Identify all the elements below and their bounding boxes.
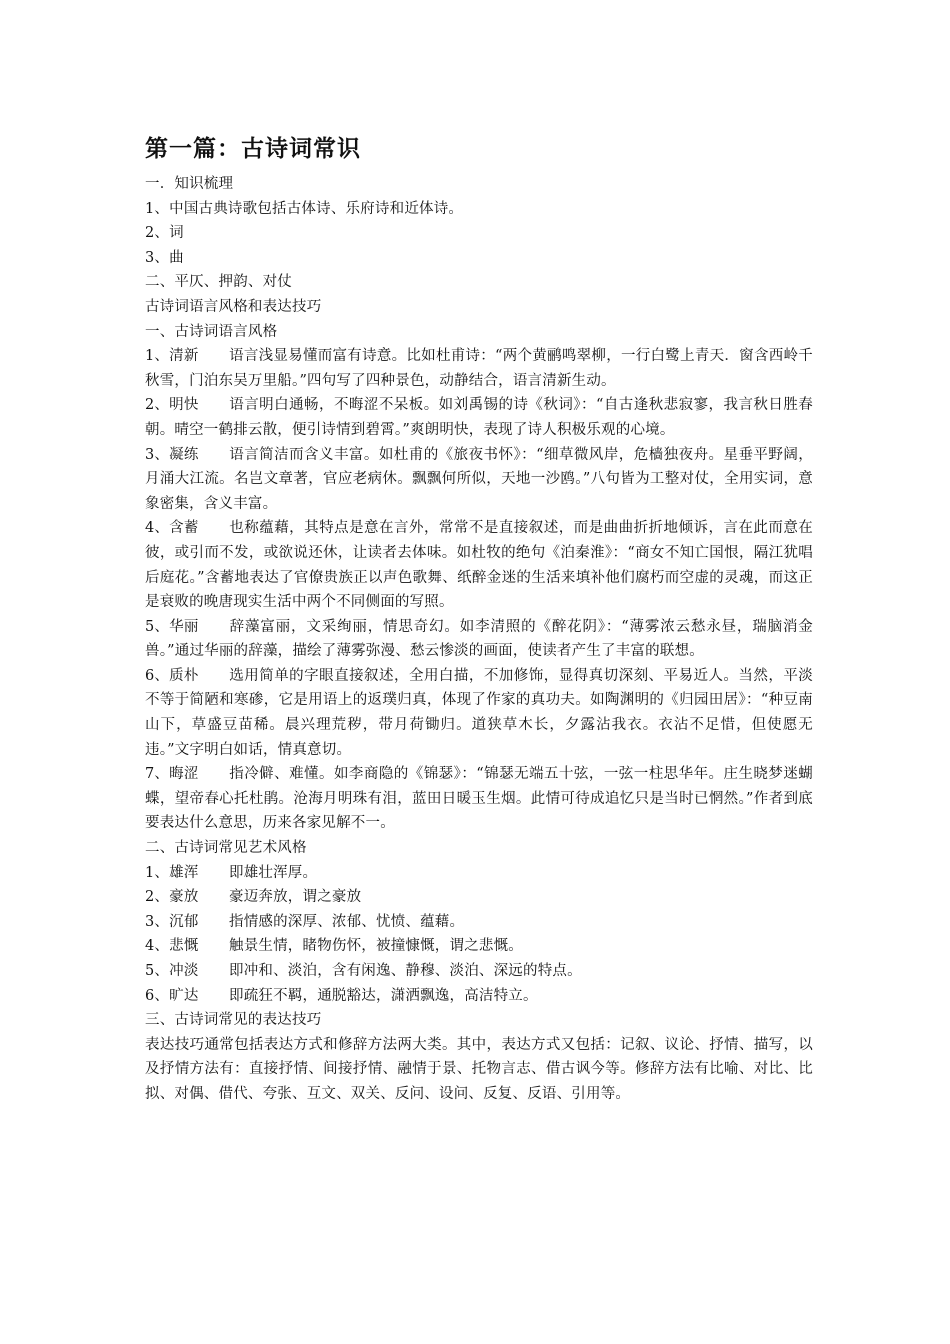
style-entry: [145, 443, 813, 517]
style-desc: 触景生情，睹物伤怀，被撞慷慨，谓之悲慨。: [229, 938, 523, 955]
style-term: 4、悲慨: [145, 938, 199, 955]
document-page: [145, 132, 813, 1107]
list-item: 2、词: [145, 225, 184, 242]
style-desc: 豪迈奔放，谓之豪放: [229, 889, 362, 906]
style-desc: 辞藻富丽，文采绚丽，情思奇幻。如李清照的《醉花阴》：“薄雾浓云愁永昼，瑞脑消金兽。”通过华丽的辞藻，描绘了薄雾弥漫、愁云惨淡的画面，使读者产生了丰富的联想。: [145, 618, 813, 660]
style-entry: [145, 910, 813, 935]
style-desc: 语言浅显易懂而富有诗意。比如杜甫诗：“两个黄鹂鸣翠柳，一行白鹭上青天．窗含西岭千秋雪，门泊东吴万里船。”四句写了四种景色，动静结合，语言清新生动。: [145, 348, 813, 389]
style-entry: [145, 959, 813, 984]
style-entry: [145, 664, 813, 762]
article-title: 古诗词语言风格和表达技巧: [145, 298, 322, 315]
style-desc: 即雄壮浑厚。: [229, 864, 318, 881]
style-term: 5、华丽: [145, 618, 199, 635]
style-entry: [145, 861, 813, 886]
style-term: 6、质朴: [145, 667, 199, 684]
style-term: 3、沉郁: [145, 913, 199, 930]
section-heading: 一、古诗词语言风格: [145, 323, 278, 340]
style-desc: 语言明白通畅，不晦涩不呆板。如刘禹锡的诗《秋词》：“自古逢秋悲寂寥，我言秋日胜春朝。晴空一鹤排云散，便引诗情到碧霄。”爽朗明快，表现了诗人积极乐观的心境。: [145, 397, 813, 438]
style-term: 1、雄浑: [145, 864, 199, 881]
style-entry: [145, 393, 813, 442]
style-entry: [145, 615, 813, 664]
style-entry: [145, 984, 813, 1009]
style-desc: 选用简单的字眼直接叙述，全用白描，不加修饰，显得真切深刻、平易近人。当然，平淡不等于简陋和寒碜，它是用语上的返璞归真，体现了作家的真功夫。如陶渊明的《归园田居》：“种豆南山下，草盛豆苗稀。晨兴理荒秽，带月荷锄归。道狭草木长，夕露沾我衣。衣沾不足惜，但使愿无违。”文字明白如话，情真意切。: [145, 667, 813, 758]
style-entry: [145, 516, 813, 614]
style-term: 2、豪放: [145, 889, 199, 906]
style-entry: [145, 344, 813, 393]
style-desc: 指冷僻、难懂。如李商隐的《锦瑟》：“锦瑟无端五十弦，一弦一柱思华年。庄生晓梦迷蝴蝶，望帝春心托杜鹃。沧海月明珠有泪，蓝田日暖玉生烟。此情可待成追忆只是当时已惘然。”作者到底要表达什么意思，历来各家见解不一。: [145, 766, 813, 832]
body-paragraph: 表达技巧通常包括表达方式和修辞方法两大类。其中，表达方式又包括：记叙、议论、抒情、描写，以及抒情方法有：直接抒情、间接抒情、融情于景、托物言志、借古讽今等。修辞方法有比喻、对比、比拟、对偶、借代、夸张、互文、双关、反问、设问、反复、反语、引用等。: [145, 1036, 813, 1102]
list-item: 1、中国古典诗歌包括古体诗、乐府诗和近体诗。: [145, 200, 464, 217]
style-entry: [145, 934, 813, 959]
style-desc: 语言简洁而含义丰富。如杜甫的《旅夜书怀》：“细草微风岸，危樯独夜舟。星垂平野阔，月涌大江流。名岂文章著，官应老病休。飘飘何所似，天地一沙鸥。”八句皆为工整对仗，全用实词，意象密集，含义丰富。: [145, 446, 813, 512]
section-heading: 二、平仄、押韵、对仗: [145, 274, 292, 291]
style-desc: 指情感的深厚、浓郁、忧愤、蕴藉。: [229, 913, 465, 930]
style-desc: 即冲和、淡泊，含有闲逸、静穆、淡泊、深远的特点。: [229, 963, 582, 979]
section-heading: 三、古诗词常见的表达技巧: [145, 1012, 322, 1029]
style-term: 6、旷达: [145, 987, 199, 1004]
style-term: 4、含蓄: [145, 520, 199, 537]
style-entry: [145, 885, 813, 910]
style-term: 7、晦涩: [145, 766, 199, 783]
style-term: 3、凝练: [145, 446, 199, 463]
style-desc: 即疏狂不羁，通脱豁达，潇洒飘逸，高洁特立。: [229, 987, 538, 1004]
list-item: 3、曲: [145, 249, 184, 266]
style-term: 1、清新: [145, 348, 199, 365]
style-term: 2、明快: [145, 397, 199, 414]
style-desc: 也称蕴藉，其特点是意在言外，常常不是直接叙述，而是曲曲折折地倾诉，言在此而意在彼，或引而不发，或欲说还休，让读者去体味。如杜牧的绝句《泊秦淮》：“商女不知亡国恨，隔江犹唱后庭花。”含蓄地表达了官僚贵族正以声色歌舞、纸醉金迷的生活来填补他们腐朽而空虚的灵魂，而这正是衰败的晚唐现实生活中两个不同侧面的写照。: [145, 520, 813, 611]
style-term: 5、冲淡: [145, 963, 199, 979]
page-title: 第一篇：古诗词常识: [145, 136, 361, 162]
section-heading: 二、古诗词常见艺术风格: [145, 840, 307, 857]
section-heading: 一．知识梳理: [145, 176, 234, 192]
style-entry: [145, 762, 813, 836]
